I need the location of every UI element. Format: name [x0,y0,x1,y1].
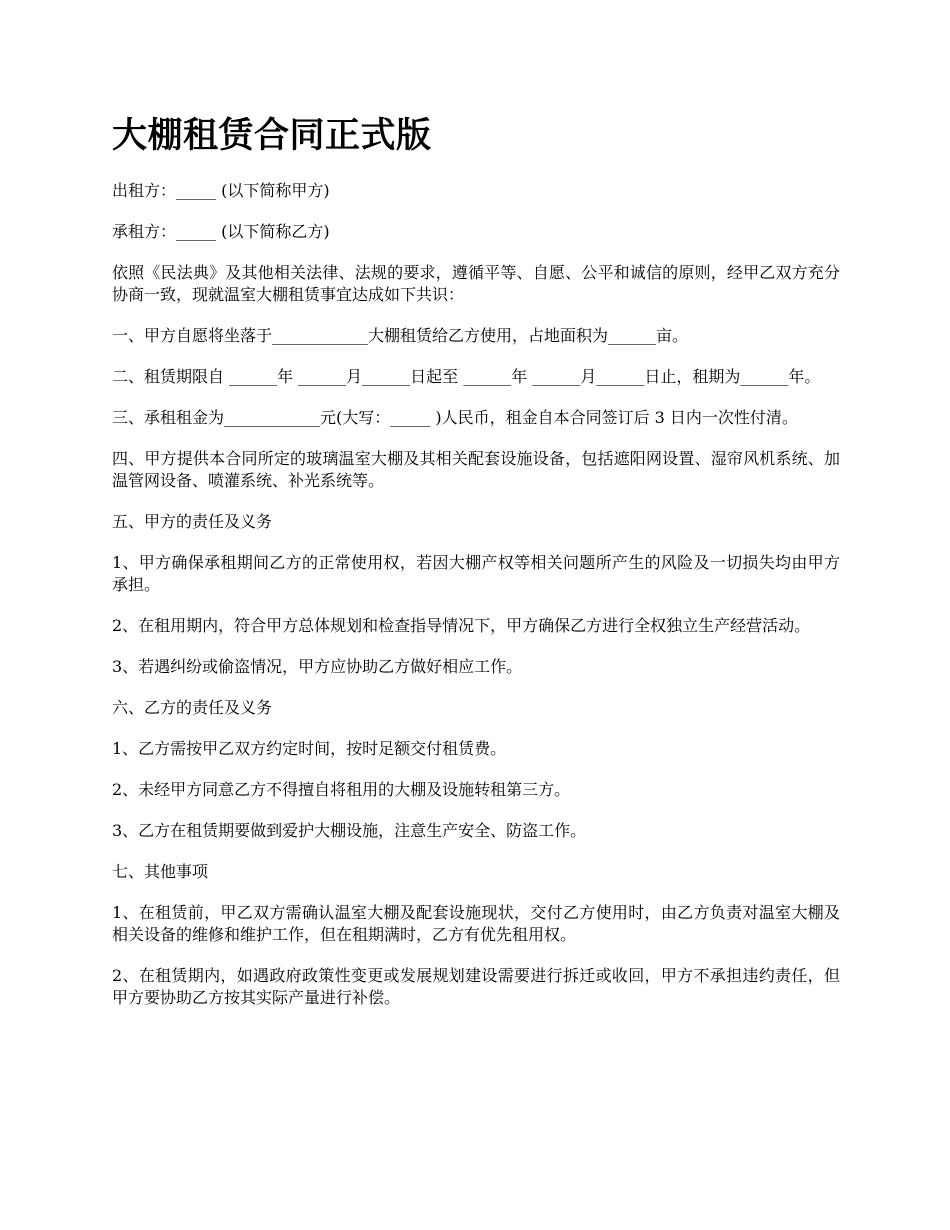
other-matter-2: 2、在租赁期内，如遇政府政策性变更或发展规划建设需要进行拆迁或收回，甲方不承担违约责任，但甲方要协助乙方按其实际产量进行补偿。 [112,966,840,1007]
lessee-line: 承租方：_____ (以下简称乙方) [112,222,330,241]
other-matter-1: 1、在租赁前，甲乙双方需确认温室大棚及配套设施现状，交付乙方使用时，由乙方负责对温室大棚及相关设备的维修和维护工作，但在租期满时，乙方有优先租用权。 [112,903,840,944]
lessee-duty-2: 2、未经甲方同意乙方不得擅自将租用的大棚及设施转租第三方。 [112,780,571,799]
section-heading-lessee-duties: 六、乙方的责任及义务 [112,698,273,717]
clause-3-rent: 三、承租租金为____________元(大写：_____ )人民币，租金自本合同签订后 3 日内一次性付清。 [112,408,798,427]
clause-1-location: 一、甲方自愿将坐落于____________大棚租赁给乙方使用，占地面积为______亩。 [112,326,689,345]
lessee-duty-1: 1、乙方需按甲乙双方约定时间，按时足额交付租赁费。 [112,739,507,758]
lessor-line: 出租方：_____ (以下简称甲方) [112,181,330,200]
lessee-duty-3: 3、乙方在租赁期要做到爱护大棚设施，注意生产安全、防盗工作。 [112,821,587,840]
section-heading-other-matters: 七、其他事项 [112,862,209,881]
preamble-paragraph: 依照《民法典》及其他相关法律、法规的要求，遵循平等、自愿、公平和诚信的原则，经甲乙双方充分协商一致，现就温室大棚租赁事宜达成如下共识： [112,263,840,304]
section-heading-lessor-duties: 五、甲方的责任及义务 [112,512,273,531]
document-page [112,112,840,1028]
clause-4-facilities: 四、甲方提供本合同所定的玻璃温室大棚及其相关配套设施设备，包括遮阳网设置、湿帘风机系统、加温管网设备、喷灌系统、补光系统等。 [112,449,840,490]
lessor-duty-3: 3、若遇纠纷或偷盗情况，甲方应协助乙方做好相应工作。 [112,657,523,676]
lessor-duty-1: 1、甲方确保承租期间乙方的正常使用权，若因大棚产权等相关问题所产生的风险及一切损失均由甲方承担。 [112,553,840,594]
clause-2-term: 二、租赁期限自 ______年 ______月______日起至 ______年 ______月______日止，租期为______年。 [112,367,821,386]
lessor-duty-2: 2、在租用期内，符合甲方总体规划和检查指导情况下，甲方确保乙方进行全权独立生产经营活动。 [112,616,811,635]
document-title: 大棚租赁合同正式版 [112,116,432,156]
